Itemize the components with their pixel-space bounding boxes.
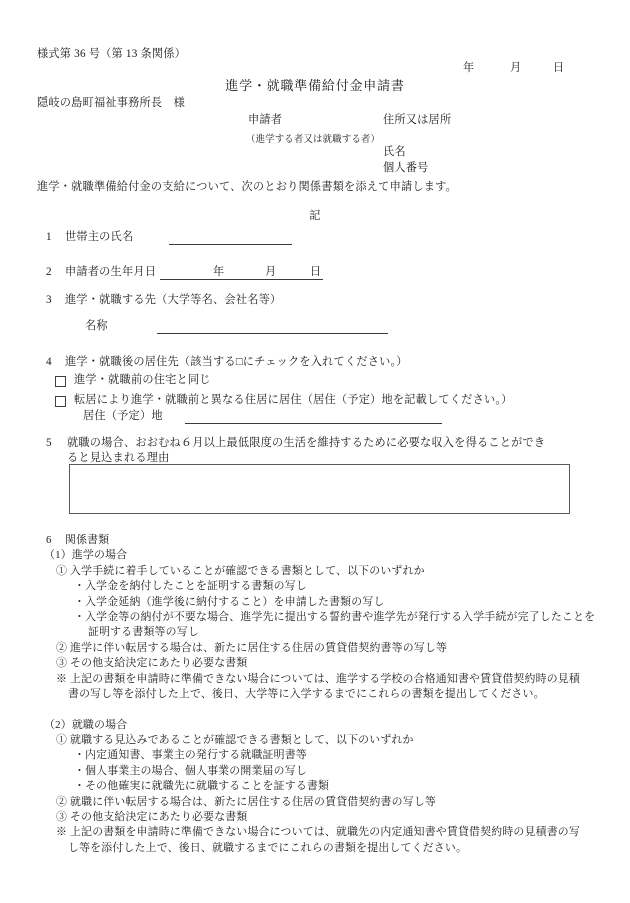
page-title: 進学・就職準備給付金申請書 xyxy=(225,78,405,93)
applicant-label: 申請者 xyxy=(248,114,283,126)
shushoku-heading: （2）就職の場合 xyxy=(44,718,128,731)
destination-name-label: 名称 xyxy=(85,320,108,332)
section-spacer xyxy=(0,702,630,717)
related-documents-section xyxy=(0,533,630,856)
relocation-checkbox[interactable] xyxy=(55,396,66,407)
item3-label: 進学・就職する先（大学等名、会社名等） xyxy=(65,294,282,306)
address-label: 住所又は居所 xyxy=(383,114,452,126)
intro-sentence: 進学・就職準備給付金の支給について、次のとおり関係書類を添えて申請します。 xyxy=(37,181,457,193)
shushoku-line: ・その他確実に就職先に就職することを証する書類 xyxy=(74,780,330,793)
personal-number-label: 個人番号 xyxy=(383,162,429,174)
shushoku-line: ① 就職する見込みであることが確認できる書類として、以下のいずれか xyxy=(56,734,414,747)
item6-number: 6 xyxy=(46,534,52,546)
item5-line1: 就職の場合、おおむね６月以上最低限度の生活を維持するために必要な収入を得ることができ xyxy=(67,437,546,449)
shingaku-line: ※ 上記の書類を申請時に準備できない場合については、進学する学校の合格通知書や賃貸借契約時の見積 xyxy=(56,672,580,685)
shingaku-line: 証明する書類等の写し xyxy=(88,626,199,639)
item5-number: 5 xyxy=(46,437,52,449)
shushoku-line: ③ その他支給決定にあたり必要な書類 xyxy=(56,811,248,824)
same-residence-label: 進学・就職前の住宅と同じ xyxy=(74,374,211,386)
name-label: 氏名 xyxy=(383,146,406,158)
shingaku-heading: （1）進学の場合 xyxy=(44,549,128,562)
same-residence-checkbox[interactable] xyxy=(55,376,66,387)
item5-line2: ると見込まれる理由 xyxy=(67,452,170,464)
item1-label: 世帯主の氏名 xyxy=(65,231,134,243)
shushoku-line: ・内定通知書、事業主の発行する就職証明書等 xyxy=(74,749,307,762)
shingaku-line: ・入学金延納（進学後に納付すること）を申請した書類の写し xyxy=(74,595,385,608)
item3-number: 3 xyxy=(46,294,52,306)
birth-day-label: 日 xyxy=(310,266,322,278)
item2-label: 申請者の生年月日 xyxy=(65,266,157,278)
planned-residence-label: 居住（予定）地 xyxy=(83,410,163,422)
shingaku-line: ・入学金を納付したことを証明する書類の写し xyxy=(74,580,307,593)
ki-heading: 記 xyxy=(309,210,321,222)
birth-month-label: 月 xyxy=(265,266,277,278)
form-number: 様式第 36 号（第 13 条関係） xyxy=(37,48,187,60)
item4-number: 4 xyxy=(46,356,52,368)
householder-name-field[interactable] xyxy=(169,230,292,245)
destination-name-field[interactable] xyxy=(157,319,388,334)
date-year-label: 年 xyxy=(463,62,475,74)
shingaku-line: ② 進学に伴い転居する場合は、新たに居住する住居の賃貸借契約書等の写し等 xyxy=(56,641,448,654)
birthdate-field[interactable] xyxy=(160,264,323,280)
shingaku-line: ③ その他支給決定にあたり必要な書類 xyxy=(56,657,248,670)
shushoku-line: ・個人事業主の場合、個人事業の開業届の写し xyxy=(74,764,307,777)
planned-residence-field[interactable] xyxy=(185,409,442,424)
shingaku-line: ・入学金等の納付が不要な場合、進学先に提出する誓約書や進学先が発行する入学手続が完了したことを xyxy=(74,610,596,623)
date-month-label: 月 xyxy=(510,62,522,74)
item4-label: 進学・就職後の居住先（該当する□にチェックを入れてください。） xyxy=(65,356,408,368)
shingaku-line: 書の写し等を添付した上で、後日、大学等に入学するまでにこれらの書類を提出してください。 xyxy=(68,687,545,700)
income-reason-box[interactable] xyxy=(69,464,570,514)
shushoku-line: ② 就職に伴い転居する場合は、新たに居住する住居の賃貸借契約書の写し等 xyxy=(56,795,437,808)
birth-year-label: 年 xyxy=(213,266,225,278)
applicant-note: （進学する者又は就職する者） xyxy=(246,135,381,145)
item1-number: 1 xyxy=(46,231,52,243)
item2-number: 2 xyxy=(46,266,52,278)
item6-label: 関係書類 xyxy=(65,534,110,546)
item6-heading xyxy=(0,533,630,548)
shingaku-line: ① 入学手続に着手していることが確認できる書類として、以下のいずれか xyxy=(56,564,425,577)
shushoku-line: ※ 上記の書類を申請時に準備できない場合については、就職先の内定通知書や賃貸借契約時の見積書の写 xyxy=(56,826,580,839)
relocation-label: 転居により進学・就職前と異なる住居に居住（居住（予定）地を記載してください。） xyxy=(74,394,513,406)
shushoku-line: し等を添付した上で、後日、就職するまでにこれらの書類を提出してください。 xyxy=(68,841,468,854)
date-day-label: 日 xyxy=(553,62,565,74)
addressee: 隠岐の島町福祉事務所長 様 xyxy=(37,97,186,109)
